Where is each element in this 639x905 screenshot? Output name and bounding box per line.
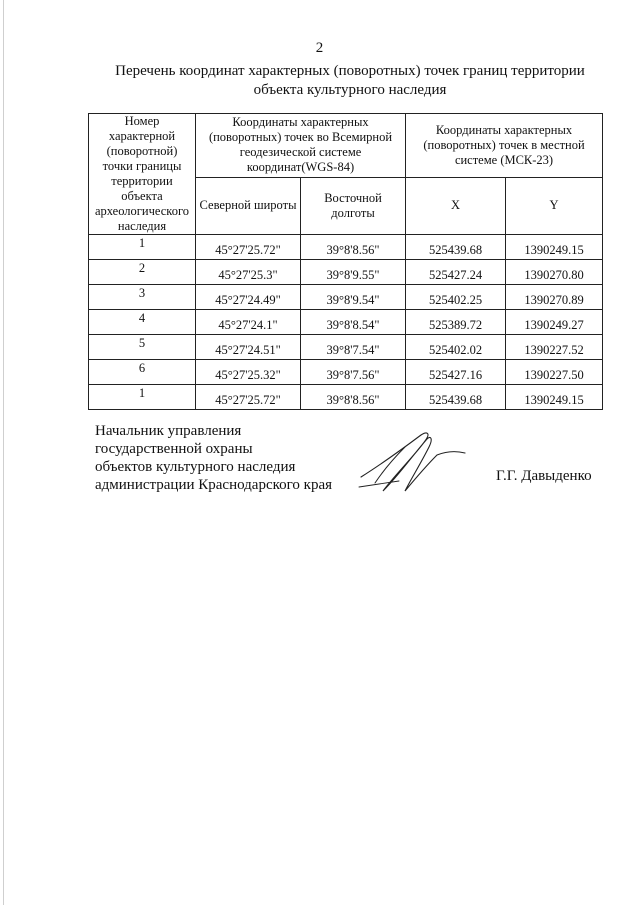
table-row xyxy=(89,285,603,310)
point-number-cell: 5 xyxy=(89,335,196,360)
y-cell: 1390249.15 xyxy=(506,235,603,260)
point-number-cell: 6 xyxy=(89,360,196,385)
x-cell: 525389.72 xyxy=(406,310,506,335)
table-row xyxy=(89,360,603,385)
handwritten-signature xyxy=(355,425,470,497)
y-cell: 1390249.15 xyxy=(506,385,603,410)
header-row-1 xyxy=(89,114,603,178)
x-cell: 525427.24 xyxy=(406,260,506,285)
y-cell: 1390227.52 xyxy=(506,335,603,360)
document-title xyxy=(70,62,630,100)
signer-position-line: государственной охраны xyxy=(95,441,253,457)
signer-position-line: администрации Краснодарского края xyxy=(95,477,333,493)
point-number-cell: 1 xyxy=(89,235,196,260)
signer-position-line: объектов культурного наследия xyxy=(95,459,296,475)
table-body xyxy=(89,114,603,410)
longitude-cell: 39°8'7.56" xyxy=(301,360,406,385)
longitude-cell: 39°8'8.54" xyxy=(301,310,406,335)
coordinates-table xyxy=(88,113,603,410)
latitude-cell: 45°27'25.72" xyxy=(196,235,301,260)
point-number-cell: 3 xyxy=(89,285,196,310)
title-line-2: объекта культурного наследия xyxy=(253,82,447,98)
y-cell: 1390270.80 xyxy=(506,260,603,285)
x-cell: 525402.25 xyxy=(406,285,506,310)
header-msk-coordinates: Координаты характерных (поворотных) точек в местной системе (МСК-23) xyxy=(406,114,603,178)
longitude-cell: 39°8'9.54" xyxy=(301,285,406,310)
page-edge-line xyxy=(3,0,4,905)
x-cell: 525427.16 xyxy=(406,360,506,385)
table-row xyxy=(89,335,603,360)
longitude-cell: 39°8'8.56" xyxy=(301,235,406,260)
signer-position xyxy=(95,422,365,494)
page-number: 2 xyxy=(315,40,324,56)
point-number-cell: 4 xyxy=(89,310,196,335)
latitude-cell: 45°27'25.32" xyxy=(196,360,301,385)
longitude-cell: 39°8'9.55" xyxy=(301,260,406,285)
latitude-cell: 45°27'24.49" xyxy=(196,285,301,310)
y-cell: 1390227.50 xyxy=(506,360,603,385)
point-number-cell: 1 xyxy=(89,385,196,410)
x-cell: 525439.68 xyxy=(406,385,506,410)
y-cell: 1390270.89 xyxy=(506,285,603,310)
header-x: X xyxy=(406,177,506,234)
latitude-cell: 45°27'25.72" xyxy=(196,385,301,410)
signer-name: Г.Г. Давыденко xyxy=(496,468,592,484)
header-wgs-coordinates: Координаты характерных (поворотных) точек во Всемирной геодезической системе координат(WGS-84) xyxy=(196,114,406,178)
title-line-1: Перечень координат характерных (поворотных) точек границ территории xyxy=(115,63,585,79)
x-cell: 525439.68 xyxy=(406,235,506,260)
latitude-cell: 45°27'24.51" xyxy=(196,335,301,360)
header-north-latitude: Северной широты xyxy=(196,177,301,234)
table-row xyxy=(89,235,603,260)
header-point-number: Номер характерной (поворотной) точки границы территории объекта археологического наследия xyxy=(89,114,196,235)
header-y: Y xyxy=(506,177,603,234)
signer-position-line: Начальник управления xyxy=(95,423,242,439)
table-row xyxy=(89,260,603,285)
y-cell: 1390249.27 xyxy=(506,310,603,335)
longitude-cell: 39°8'7.54" xyxy=(301,335,406,360)
table-row xyxy=(89,310,603,335)
point-number-cell: 2 xyxy=(89,260,196,285)
latitude-cell: 45°27'24.1" xyxy=(196,310,301,335)
latitude-cell: 45°27'25.3" xyxy=(196,260,301,285)
longitude-cell: 39°8'8.56" xyxy=(301,385,406,410)
table-row xyxy=(89,385,603,410)
header-east-longitude: Восточной долготы xyxy=(301,177,406,234)
x-cell: 525402.02 xyxy=(406,335,506,360)
